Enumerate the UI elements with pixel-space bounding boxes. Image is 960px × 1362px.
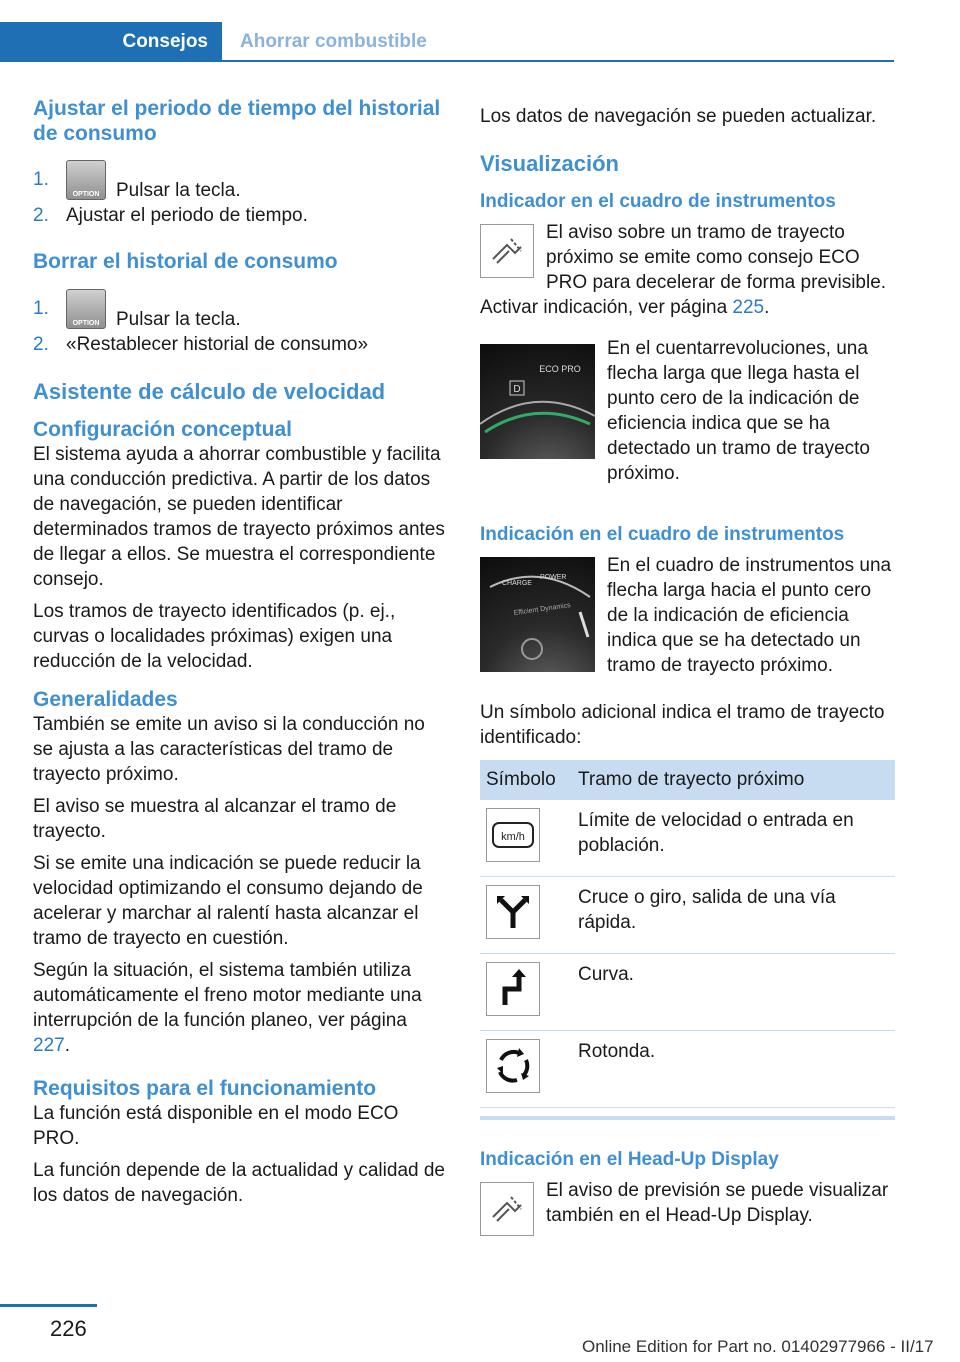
table-row: [480, 800, 895, 877]
option-button-label: OPTION: [72, 191, 100, 198]
roundabout-icon: [486, 1039, 540, 1093]
efficiency-gauge-photo: [480, 557, 595, 672]
junction-icon: [486, 885, 540, 939]
paragraph: La función depende de la actualidad y calidad de los datos de navegación.: [33, 1160, 445, 1206]
page-header: [0, 0, 894, 62]
heading-asistente: Asistente de cálculo de velocidad: [33, 379, 386, 404]
heading-head-up-display: Indicación en el Head-Up Display: [480, 1149, 779, 1170]
speed-limit-icon: [486, 808, 540, 862]
table-cell: Curva.: [572, 954, 895, 1031]
step-number: 2.: [33, 205, 49, 226]
heading-visualizacion: Visualización: [480, 151, 619, 176]
tachometer-photo: [480, 344, 595, 459]
section-tab-ahorrar-combustible[interactable]: Ahorrar combustible: [240, 31, 427, 52]
charge-label: CHARGE: [502, 580, 532, 587]
table-row: [480, 1031, 895, 1108]
step-text: Pulsar la tecla.: [116, 180, 241, 201]
paragraph: Si se emite una indicación se puede reducir la velocidad optimizando el consumo dejando de acelerar y marchar al ralentí hasta alcanzar el tramo de trayecto en cuestión.: [33, 853, 423, 949]
speed-limit-icon-label: km/h: [501, 831, 525, 843]
hud-warning-icon: [480, 1182, 534, 1236]
option-button-icon: [66, 160, 106, 200]
table-cell: Límite de velocidad o entrada en población.: [572, 800, 895, 877]
heading-configuracion: Configuración conceptual: [33, 418, 293, 441]
section-tab-consejos[interactable]: Consejos: [0, 22, 222, 62]
table-header-simbolo: Símbolo: [480, 760, 572, 800]
paragraph: También se emite un aviso si la conducción no se ajusta a las características del tramo de trayecto próximo.: [33, 714, 425, 785]
paragraph: El sistema ayuda a ahorrar combustible y facilita una conducción predictiva. A partir de los datos de navegación, se pueden identificar determinados tramos de trayecto próximos antes de llegar a ellos. Se muestra el correspondiente consejo.: [33, 444, 445, 590]
indicator-block-4: [480, 1178, 895, 1240]
list-item: [33, 203, 445, 228]
curve-icon: [486, 962, 540, 1016]
heading-ajustar-periodo: Ajustar el periodo de tiempo del historial de consumo: [33, 97, 441, 145]
list-item: [33, 160, 445, 201]
heading-generalidades: Generalidades: [33, 688, 178, 711]
heading-indicador-cuadro: Indicador en el cuadro de instrumentos: [480, 191, 836, 212]
paragraph: Los tramos de trayecto identificados (p. ej., curvas o localidades próximas) exigen una reducción de la velocidad.: [33, 601, 396, 672]
step-text: «Restablecer historial de consumo»: [66, 334, 369, 355]
heading-borrar-historial: Borrar el historial de consumo: [33, 250, 338, 273]
step-number: 1.: [33, 298, 49, 319]
indicator-block-2: [480, 336, 895, 486]
paragraph: En el cuentarrevoluciones, una flecha larga que llega hasta el punto cero de la indicación de eficiencia indica que se ha detectado un tramo de trayecto próximo.: [607, 338, 870, 484]
page-link-227[interactable]: 227: [33, 1035, 65, 1056]
header-rule: [222, 60, 894, 62]
symbol-table: [480, 760, 895, 1108]
table-header-tramo: Tramo de trayecto próximo: [572, 760, 895, 800]
page-number: 226: [50, 1316, 87, 1341]
paragraph: El aviso de previsión se puede visualizar también en el Head-Up Display.: [546, 1180, 889, 1226]
paragraph: El aviso se muestra al alcanzar el tramo de trayecto.: [33, 796, 397, 842]
table-cell: Rotonda.: [572, 1031, 895, 1108]
eco-pro-label: ECO PRO: [539, 364, 581, 374]
step-text: Pulsar la tecla.: [116, 309, 241, 330]
paragraph-text: El aviso sobre un tramo de trayecto próximo se emite como consejo ECO PRO para decelerar de forma previsible. Activar indicación, ver página: [480, 222, 887, 318]
step-text: Ajustar el periodo de tiempo.: [66, 205, 308, 226]
paragraph-end: .: [64, 1035, 70, 1056]
indicator-block-1: [480, 220, 895, 320]
option-button-icon: [66, 289, 106, 329]
table-cell: [480, 877, 572, 954]
paragraph: Un símbolo adicional indica el tramo de trayecto identificado:: [480, 702, 885, 748]
paragraph-end: .: [764, 297, 770, 318]
paragraph: En el cuadro de instrumentos una flecha larga hacia el punto cero de la indicación de eficiencia indica que se ha detectado un tramo de trayecto próximo.: [607, 555, 892, 676]
list-item: [33, 332, 445, 357]
heading-indicacion-cuadro: Indicación en el cuadro de instrumentos: [480, 524, 845, 545]
table-cell: [480, 800, 572, 877]
step-number: 2.: [33, 334, 49, 355]
heading-requisitos: Requisitos para el funcionamiento: [33, 1077, 377, 1100]
option-button-label: OPTION: [72, 320, 100, 327]
page-link-225[interactable]: 225: [732, 297, 765, 318]
edition-note: Online Edition for Part no. 01402977966 - II/17: [582, 1337, 934, 1356]
table-row: [480, 954, 895, 1031]
eco-pro-warning-icon: [480, 224, 534, 278]
paragraph: La función está disponible en el modo ECO PRO.: [33, 1103, 399, 1149]
step-number: 1.: [33, 169, 49, 190]
gear-indicator: D: [513, 384, 521, 395]
right-column: [480, 96, 895, 1240]
paragraph: [480, 220, 895, 320]
paragraph: [33, 958, 445, 1058]
paragraph-text: Según la situación, el sistema también utiliza automáticamente el freno motor mediante una interrupción de la función planeo, ver página: [33, 960, 422, 1031]
left-column: [33, 96, 445, 1208]
table-cell: [480, 954, 572, 1031]
table-header-row: [480, 760, 895, 800]
efficient-dynamics-label: Efficient Dynamics: [513, 602, 572, 617]
footer-rule: [0, 1304, 97, 1307]
list-item: [33, 289, 445, 330]
power-label: POWER: [540, 574, 567, 581]
table-cell: Cruce o giro, salida de una vía rápida.: [572, 877, 895, 954]
paragraph: Los datos de navegación se pueden actualizar.: [480, 106, 877, 127]
table-row: [480, 877, 895, 954]
table-cell: [480, 1031, 572, 1108]
indicator-block-3: [480, 553, 895, 678]
